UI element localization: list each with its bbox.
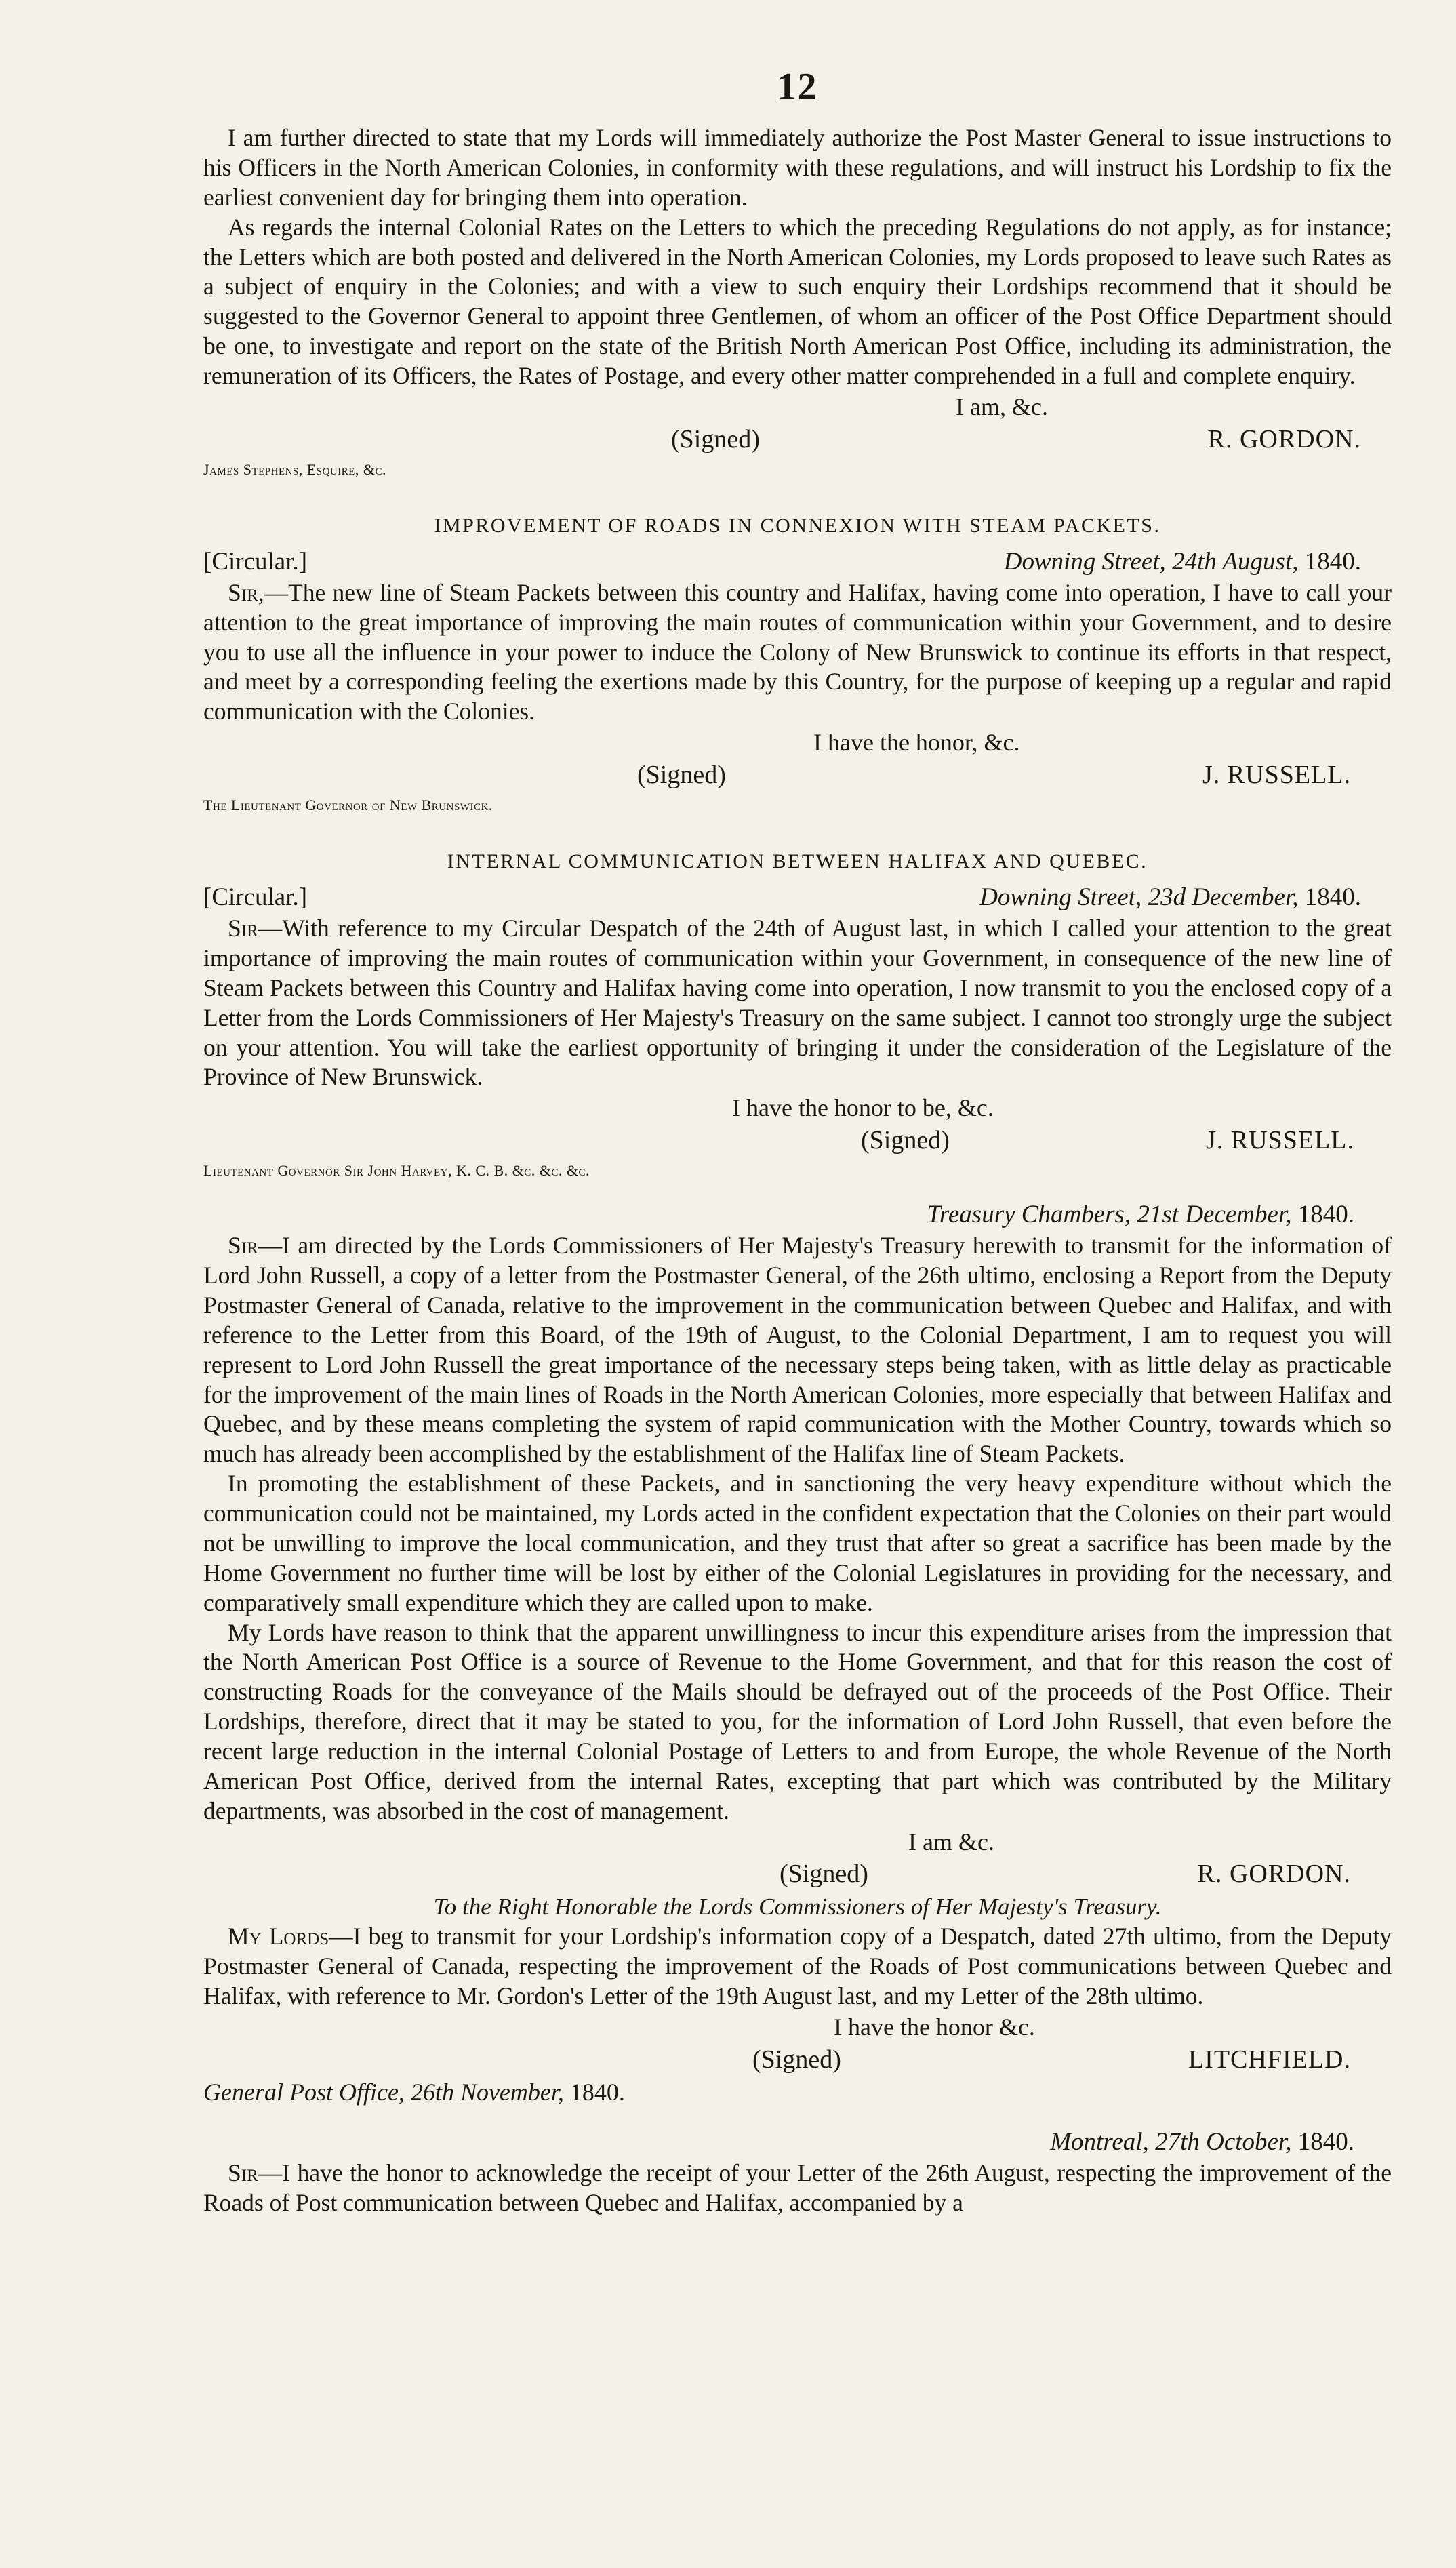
circular-label: [Circular.] (203, 883, 308, 911)
signer-name: R. GORDON. (1197, 1860, 1351, 1889)
date: 27th October, (1155, 2127, 1292, 2156)
addressee: James Stephens, Esquire, &c. (203, 461, 387, 479)
section-heading: INTERNAL COMMUNICATION BETWEEN HALIFAX AND QUEBEC. (447, 849, 1148, 872)
closing: I am, &c. (956, 393, 1048, 420)
signed-label: (Signed) (637, 760, 726, 789)
paragraph (203, 2159, 1392, 2218)
date: 23d December, (1148, 883, 1299, 911)
paragraph: I am further directed to state that my Lords will immediately authorize the Post Master General to issue instructions to his Officers in the North American Colonies, in conformity with these regulations, and will instruct his Lordship to fix the earliest convenient day for bringing them into operation. (203, 124, 1392, 211)
place-date (979, 881, 1361, 914)
year: 1840. (1304, 547, 1361, 576)
closing: I have the honor to be, &c. (732, 1094, 994, 1122)
dateline (203, 881, 1392, 914)
signer-name: R. GORDON. (1207, 424, 1361, 454)
dateline (203, 1199, 1392, 1231)
signed-label: (Signed) (671, 424, 760, 454)
signer-name: J. RUSSELL. (1202, 760, 1351, 789)
paragraph (203, 1231, 1392, 1469)
origin-place: General Post Office, (203, 2079, 405, 2106)
paragraph: As regards the internal Colonial Rates on the Letters to which the preceding Regulations do not apply, as for instance; the Letters which are both posted and delivered in the North American Colonies, my Lords proposed to leave such Rates as a subject of enquiry in the Colonies; and with a view to such enquiry their Lordships recommend that it should be suggested to the Governor General to appoint three Gentlemen, of whom an officer of the Post Office Department should be one, to investigate and report on the state of the British North American Post Office, including its administration, the remuneration of its Officers, the Rates of Postage, and every other matter comprehended in a full and complete enquiry. (203, 213, 1392, 389)
salutation: Sir (228, 915, 258, 942)
signer-name: LITCHFIELD. (1188, 2045, 1351, 2074)
paragraph (203, 1922, 1392, 2011)
signature-line (203, 2043, 1392, 2077)
dateline (203, 546, 1392, 578)
letter-litchfield (203, 1891, 1392, 2108)
year: 1840. (1297, 2127, 1354, 2156)
addressee: The Lieutenant Governor of New Brunswick. (203, 797, 493, 814)
year: 1840. (1297, 1201, 1354, 1229)
place: Montreal, (1050, 2127, 1149, 2156)
signed-label: (Signed) (752, 2045, 841, 2074)
closing: I am &c. (908, 1828, 994, 1855)
letter-treasury (203, 1199, 1392, 1891)
signed-label: (Signed) (780, 1860, 868, 1889)
year: 1840. (1304, 883, 1361, 911)
dateline (203, 2126, 1392, 2159)
circular-halifax-quebec (203, 848, 1392, 1181)
paragraph (203, 578, 1392, 727)
addressee-line: To the Right Honorable the Lords Commissioners of Her Majesty's Treasury. (433, 1893, 1162, 1920)
closing: I have the honor &c. (834, 2013, 1035, 2041)
signature-line (203, 1858, 1392, 1891)
place-date (1004, 546, 1361, 578)
addressee: Lieutenant Governor Sir John Harvey, K. C. B. &c. &c. &c. (203, 1162, 590, 1180)
section-heading: IMPROVEMENT OF ROADS IN CONNEXION WITH STEAM PACKETS. (434, 514, 1161, 537)
paragraph: My Lords have reason to think that the apparent unwillingness to incur this expenditure arises from the impression that the North American Post Office is a source of Revenue to the Home Government, and that for this reason the cost of constructing Roads for the conveyance of the Mails should be defrayed out of the proceeds of the Post Office. Their Lordships, therefore, direct that it may be stated to you, for the information of Lord John Russell, that even before the recent large reduction in the internal Colonial Postage of Letters to and from Europe, the whole Revenue of the North American Post Office, derived from the internal Rates, excepting that part which was contributed by the Military departments, was absorbed in the cost of management. (203, 1618, 1392, 1824)
paragraph (203, 914, 1392, 1092)
circular-label: [Circular.] (203, 547, 308, 576)
circular-steam-packets (203, 513, 1392, 816)
body-text: —The new line of Steam Packets between this country and Halifax, having come into operation, I have to call your attention to the great importance of improving the main routes of communication within your Government, and to desire you to use all the influence in your power to induce the Colony of New Brunswick to continue its efforts in that respect, and meet by a corresponding feeling the exertions made by this Country, for the purpose of keeping up a regular and rapid communication with the Colonies. (203, 578, 1392, 725)
place-date (927, 1199, 1354, 1231)
letter-gordon-conclusion (203, 123, 1392, 480)
origin-date: 26th November, (410, 2079, 564, 2106)
place: Downing Street, (1003, 547, 1166, 576)
paragraph: In promoting the establishment of these Packets, and in sanctioning the very heavy expenditure without which the communication could not be maintained, my Lords acted in the confident expectation that the Colonies on their part would not be unwilling to improve the local communication, and they trust that after so great a sacrifice has been made by the Home Government no further time will be lost by either of the Colonial Legislatures in providing for the necessary, and comparatively small expenditure which they are called upon to make. (203, 1470, 1392, 1616)
place: Downing Street, (979, 883, 1142, 911)
page-number: 12 (777, 66, 818, 108)
signature-line (203, 1124, 1392, 1157)
salutation: Sir (228, 1232, 258, 1260)
salutation: My Lords (228, 1923, 329, 1950)
date: 24th August, (1172, 547, 1299, 576)
signer-name: J. RUSSELL. (1206, 1126, 1354, 1155)
closing: I have the honor, &c. (813, 729, 1020, 757)
letter-montreal (203, 2126, 1392, 2218)
signed-label: (Signed) (861, 1126, 950, 1155)
body-text: —I have the honor to acknowledge the receipt of your Letter of the 26th August, respecting the improvement of the Roads of Post communication between Quebec and Halifax, accompanied by a (203, 2159, 1392, 2216)
salutation: Sir, (228, 578, 264, 606)
origin-year: 1840. (569, 2079, 625, 2106)
origin-line (203, 2077, 1392, 2108)
body-text: —I am directed by the Lords Commissioners of Her Majesty's Treasury herewith to transmit for the information of Lord John Russell, a copy of a letter from the Postmaster General, of the 26th ultimo, enclosing a Report from the Deputy Postmaster General of Canada, relative to the improvement in the communication between Quebec and Halifax, and with reference to the Letter from this Board, of the 19th of August, to the Colonial Department, I am to request you will represent to Lord John Russell the great importance of the necessary steps being taken, with as little delay as practicable for the improvement of the main lines of Roads in the North American Colonies, more especially that between Halifax and Quebec, and by these means completing the system of rapid communication with the Mother Country, towards which so much has already been accomplished by the establishment of the Halifax line of Steam Packets. (203, 1232, 1392, 1468)
place: Treasury Chambers, (927, 1201, 1131, 1229)
signature-line (203, 759, 1392, 792)
salutation: Sir (228, 2159, 258, 2187)
body-text: —I beg to transmit for your Lordship's information copy of a Despatch, dated 27th ultimo, from the Deputy Postmaster General of Canada, respecting the improvement of the Roads of Post communications between Quebec and Halifax, with reference to Mr. Gordon's Letter of the 19th August last, and my Letter of the 28th ultimo. (203, 1923, 1392, 2010)
signature-line (203, 423, 1392, 456)
body-text: —With reference to my Circular Despatch of the 24th of August last, in which I called your attention to the great importance of improving the main routes of communication within your Government, in consequence of the new line of Steam Packets between this Country and Halifax having come into operation, I now transmit to you the enclosed copy of a Letter from the Lords Commissioners of Her Majesty's Treasury on the same subject. I cannot too strongly urge the subject on your attention. You will take the earliest opportunity of bringing it under the consideration of the Legislature of the Province of New Brunswick. (203, 915, 1392, 1091)
place-date (1050, 2126, 1354, 2159)
date: 21st December, (1137, 1201, 1292, 1229)
